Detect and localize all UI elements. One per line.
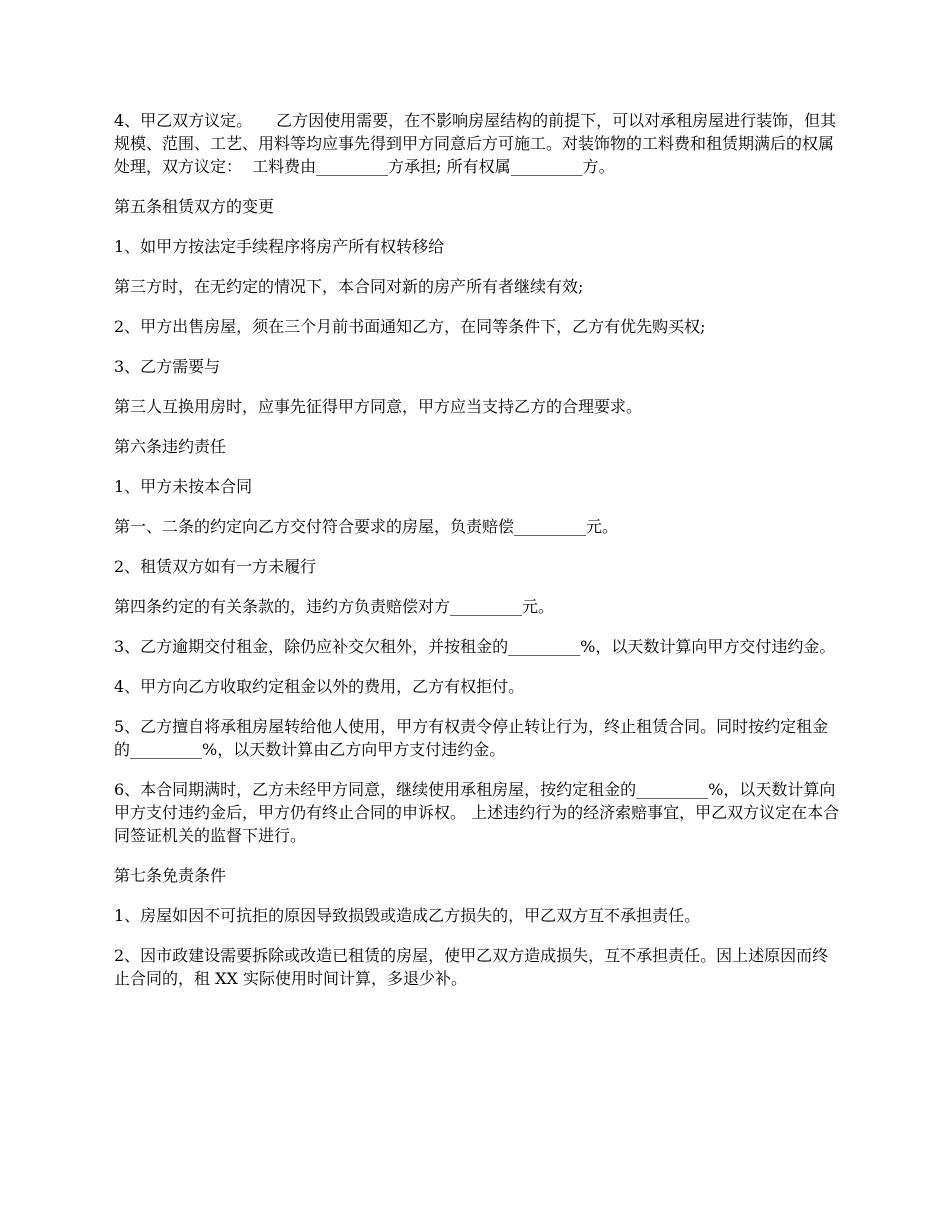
clause-6-2-part-b: 第四条约定的有关条款的，违约方负责赔偿对方_________元。 xyxy=(114,597,555,616)
clause-5-1-part-a: 1、如甲方按法定手续程序将房产所有权转移给 xyxy=(114,237,445,256)
document-body xyxy=(114,109,842,1007)
clause-6-6: 6、本合同期满时，乙方未经甲方同意，继续使用承租房屋，按约定租金的_________%，以天数计算向甲方支付违约金后，甲方仍有终止合同的申诉权。 上述违约行为的经济索赔事宜，甲乙双方议定在本合同签证机关的监督下进行。 xyxy=(114,780,840,845)
clause-5-3-part-b: 第三人互换用房时，应事先征得甲方同意，甲方应当支持乙方的合理要求。 xyxy=(114,397,643,416)
clause-5-3-part-a: 3、乙方需要与 xyxy=(114,357,221,376)
clause-5-2: 2、甲方出售房屋，须在三个月前书面通知乙方，在同等条件下，乙方有优先购买权; xyxy=(114,317,706,336)
clause-6-1-part-a: 1、甲方未按本合同 xyxy=(114,477,253,496)
clause-7-2: 2、因市政建设需要拆除或改造已租赁的房屋，使甲乙双方造成损失，互不承担责任。因上述原因而终止合同的，租 XX 实际使用时间计算，多退少补。 xyxy=(114,946,829,988)
clause-6-4: 4、甲方向乙方收取约定租金以外的费用，乙方有权拒付。 xyxy=(114,677,525,696)
clause-6-2-part-a: 2、租赁双方如有一方未履行 xyxy=(114,557,317,576)
clause-6-5: 5、乙方擅自将承租房屋转给他人使用，甲方有权责令停止转让行为，终止租赁合同。同时按约定租金的_________%，以天数计算由乙方向甲方支付违约金。 xyxy=(114,717,829,759)
clause-7-1: 1、房屋如因不可抗拒的原因导致损毁或造成乙方损失的，甲乙双方互不承担责任。 xyxy=(114,906,701,925)
clause-4-decoration: 4、甲乙双方议定。 乙方因使用需要，在不影响房屋结构的前提下，可以对承租房屋进行装饰，但其规模、范围、工艺、用料等均应事先得到甲方同意后方可施工。对装饰物的工料费和租赁期满后的权属处理，双方议定： 工料费由_________方承担; 所有权属_________方。 xyxy=(114,111,837,176)
clause-6-3: 3、乙方逾期交付租金，除仍应补交欠租外，并按租金的_________%，以天数计算向甲方交付违约金。 xyxy=(114,637,836,656)
clause-5-1-part-b: 第三方时，在无约定的情况下，本合同对新的房产所有者继续有效; xyxy=(114,277,584,296)
article-5-heading: 第五条租赁双方的变更 xyxy=(114,197,275,216)
clause-6-1-part-b: 第一、二条的约定向乙方交付符合要求的房屋，负责赔偿_________元。 xyxy=(114,517,619,536)
article-6-heading: 第六条违约责任 xyxy=(114,437,227,456)
article-7-heading: 第七条免责条件 xyxy=(114,866,227,885)
